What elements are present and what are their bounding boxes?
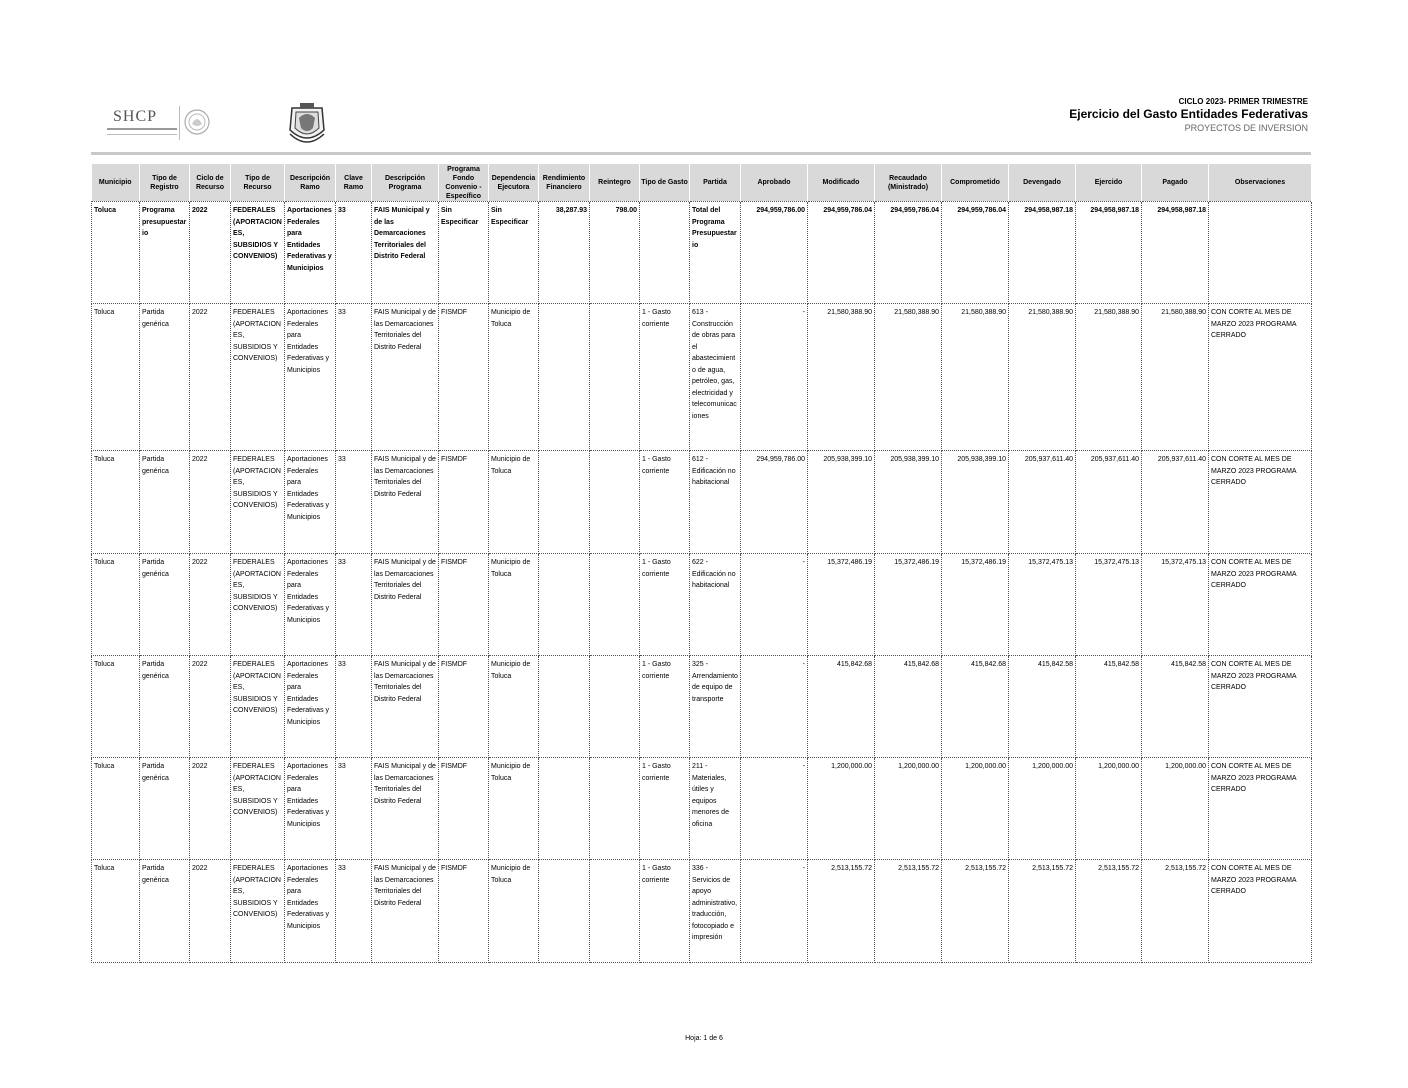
table-row xyxy=(92,451,1312,554)
table-cell: Toluca xyxy=(92,202,140,304)
column-header: Recaudado (Ministrado) xyxy=(875,164,942,202)
table-cell: Aportaciones Federales para Entidades Federativas y Municipios xyxy=(285,860,336,963)
table-cell: Toluca xyxy=(92,451,140,554)
column-header: Comprometido xyxy=(942,164,1009,202)
column-header: Descripción Programa xyxy=(372,164,439,202)
table-cell: FAIS Municipal y de las Demarcaciones Territoriales del Distrito Federal xyxy=(372,451,439,554)
table-cell: Municipio de Toluca xyxy=(489,554,539,656)
table-cell: Aportaciones Federales para Entidades Federativas y Municipios xyxy=(285,451,336,554)
table-cell: FAIS Municipal y de las Demarcaciones Territoriales del Distrito Federal xyxy=(372,758,439,860)
column-header: Programa Fondo Convenio - Específico xyxy=(439,164,489,202)
table-cell: 336 - Servicios de apoyo administrativo, traducción, fotocopiado e impresión xyxy=(690,860,741,963)
table-row xyxy=(92,656,1312,758)
table-cell: 622 - Edificación no habitacional xyxy=(690,554,741,656)
table-cell: 21,580,388.90 xyxy=(942,304,1009,451)
column-header: Reintegro xyxy=(590,164,640,202)
table-cell: 2022 xyxy=(190,758,231,860)
table-cell: 2022 xyxy=(190,202,231,304)
column-header: Clave Ramo xyxy=(336,164,372,202)
table-cell: 415,842.58 xyxy=(1142,656,1209,758)
table-cell: 38,287.93 xyxy=(539,202,590,304)
table-cell: 415,842.58 xyxy=(1076,656,1142,758)
table-cell: CON CORTE AL MES DE MARZO 2023 PROGRAMA CERRADO xyxy=(1209,451,1312,554)
table-cell: Toluca xyxy=(92,656,140,758)
table-cell: 798.00 xyxy=(590,202,640,304)
table-cell: CON CORTE AL MES DE MARZO 2023 PROGRAMA CERRADO xyxy=(1209,860,1312,963)
table-cell: CON CORTE AL MES DE MARZO 2023 PROGRAMA CERRADO xyxy=(1209,304,1312,451)
table-cell: 1 - Gasto corriente xyxy=(640,758,690,860)
table-cell: 2,513,155.72 xyxy=(808,860,875,963)
table-cell: FEDERALES (APORTACIONES, SUBSIDIOS Y CONVENIOS) xyxy=(231,451,285,554)
column-header: Tipo de Recurso xyxy=(231,164,285,202)
table-cell: Municipio de Toluca xyxy=(489,860,539,963)
table-cell xyxy=(1209,202,1312,304)
table-cell: 15,372,475.13 xyxy=(1142,554,1209,656)
column-header: Municipio xyxy=(92,164,140,202)
table-cell: 205,938,399.10 xyxy=(942,451,1009,554)
table-cell: 2022 xyxy=(190,656,231,758)
table-cell: 294,959,786.04 xyxy=(875,202,942,304)
table-cell: FAIS Municipal y de las Demarcaciones Territoriales del Distrito Federal xyxy=(372,202,439,304)
table-cell: Municipio de Toluca xyxy=(489,656,539,758)
program-total-row xyxy=(92,202,1312,304)
report-subtitle: PROYECTOS DE INVERSION xyxy=(1184,123,1308,133)
table-cell: 1 - Gasto corriente xyxy=(640,656,690,758)
table-cell: 211 - Materiales, útiles y equipos menores de oficina xyxy=(690,758,741,860)
table-cell: Municipio de Toluca xyxy=(489,758,539,860)
table-cell: FAIS Municipal y de las Demarcaciones Territoriales del Distrito Federal xyxy=(372,304,439,451)
table-cell: FAIS Municipal y de las Demarcaciones Territoriales del Distrito Federal xyxy=(372,860,439,963)
table-cell: 294,959,786.00 xyxy=(741,451,808,554)
table-cell: 2022 xyxy=(190,554,231,656)
table-cell: 2,513,155.72 xyxy=(1009,860,1076,963)
table-cell: Municipio de Toluca xyxy=(489,451,539,554)
table-cell: - xyxy=(741,554,808,656)
table-cell: 2022 xyxy=(190,304,231,451)
table-cell: FISMDF xyxy=(439,554,489,656)
table-cell: 15,372,475.13 xyxy=(1009,554,1076,656)
table-cell: Partida genérica xyxy=(140,304,190,451)
national-seal-icon xyxy=(183,106,211,138)
table-cell: 15,372,486.19 xyxy=(942,554,1009,656)
table-row xyxy=(92,860,1312,963)
table-cell: FEDERALES (APORTACIONES, SUBSIDIOS Y CONVENIOS) xyxy=(231,304,285,451)
table-cell: 15,372,486.19 xyxy=(808,554,875,656)
table-cell: Sin Especificar xyxy=(489,202,539,304)
table-cell: 612 - Edificación no habitacional xyxy=(690,451,741,554)
report-header xyxy=(1069,97,1308,134)
table-cell: 2022 xyxy=(190,860,231,963)
table-cell: FISMDF xyxy=(439,304,489,451)
table-cell: Toluca xyxy=(92,304,140,451)
table-cell xyxy=(590,304,640,451)
column-header: Ciclo de Recurso xyxy=(190,164,231,202)
table-cell: - xyxy=(741,656,808,758)
table-cell: CON CORTE AL MES DE MARZO 2023 PROGRAMA CERRADO xyxy=(1209,758,1312,860)
table-cell: 1,200,000.00 xyxy=(875,758,942,860)
table-cell xyxy=(590,758,640,860)
column-header: Tipo de Gasto xyxy=(640,164,690,202)
table-cell xyxy=(539,304,590,451)
table-cell: 415,842.68 xyxy=(875,656,942,758)
column-header: Observaciones xyxy=(1209,164,1312,202)
table-cell: 1 - Gasto corriente xyxy=(640,860,690,963)
table-cell: - xyxy=(741,860,808,963)
table-cell: Partida genérica xyxy=(140,860,190,963)
table-cell: FEDERALES (APORTACIONES, SUBSIDIOS Y CONVENIOS) xyxy=(231,202,285,304)
table-cell: FEDERALES (APORTACIONES, SUBSIDIOS Y CONVENIOS) xyxy=(231,860,285,963)
table-cell: 21,580,388.90 xyxy=(808,304,875,451)
table-cell: CON CORTE AL MES DE MARZO 2023 PROGRAMA CERRADO xyxy=(1209,554,1312,656)
table-cell: 21,580,388.90 xyxy=(875,304,942,451)
table-cell: 21,580,388.90 xyxy=(1076,304,1142,451)
table-cell xyxy=(539,758,590,860)
table-cell: FAIS Municipal y de las Demarcaciones Territoriales del Distrito Federal xyxy=(372,656,439,758)
table-cell: 33 xyxy=(336,860,372,963)
column-header: Partida xyxy=(690,164,741,202)
report-cycle: CICLO 2023- PRIMER TRIMESTRE xyxy=(1178,97,1308,106)
table-cell: 15,372,486.19 xyxy=(875,554,942,656)
table-cell xyxy=(539,860,590,963)
table-cell: Toluca xyxy=(92,758,140,860)
table-cell: FISMDF xyxy=(439,758,489,860)
table-cell: 325 - Arrendamiento de equipo de transporte xyxy=(690,656,741,758)
table-row xyxy=(92,758,1312,860)
shcp-logo xyxy=(103,104,215,142)
table-cell: 33 xyxy=(336,758,372,860)
column-header: Devengado xyxy=(1009,164,1076,202)
table-row xyxy=(92,304,1312,451)
table-cell: 33 xyxy=(336,304,372,451)
table-cell xyxy=(539,451,590,554)
table-cell: 33 xyxy=(336,554,372,656)
table-cell: FEDERALES (APORTACIONES, SUBSIDIOS Y CONVENIOS) xyxy=(231,758,285,860)
state-emblem-icon xyxy=(286,100,328,148)
table-cell: 1,200,000.00 xyxy=(1142,758,1209,860)
table-cell: 21,580,388.90 xyxy=(1142,304,1209,451)
column-header: Rendimiento Financiero xyxy=(539,164,590,202)
column-header: Dependencia Ejecutora xyxy=(489,164,539,202)
table-cell: 1,200,000.00 xyxy=(1009,758,1076,860)
table-cell: 1,200,000.00 xyxy=(1076,758,1142,860)
table-cell: 294,959,786.04 xyxy=(808,202,875,304)
table-cell: 2,513,155.72 xyxy=(942,860,1009,963)
table-cell: Municipio de Toluca xyxy=(489,304,539,451)
table-cell: Partida genérica xyxy=(140,451,190,554)
table-cell: 415,842.68 xyxy=(808,656,875,758)
table-cell: 205,937,611.40 xyxy=(1076,451,1142,554)
table-cell: 205,937,611.40 xyxy=(1142,451,1209,554)
table-cell: Toluca xyxy=(92,554,140,656)
table-cell xyxy=(590,554,640,656)
column-header: Modificado xyxy=(808,164,875,202)
table-cell: 294,958,987.18 xyxy=(1076,202,1142,304)
table-cell: FEDERALES (APORTACIONES, SUBSIDIOS Y CONVENIOS) xyxy=(231,554,285,656)
table-cell: 294,959,786.00 xyxy=(741,202,808,304)
table-cell: 2,513,155.72 xyxy=(1142,860,1209,963)
table-cell: Total del Programa Presupuestario xyxy=(690,202,741,304)
table-cell: 415,842.58 xyxy=(1009,656,1076,758)
table-cell: 294,958,987.18 xyxy=(1009,202,1076,304)
table-cell xyxy=(539,554,590,656)
column-header: Pagado xyxy=(1142,164,1209,202)
table-cell: Aportaciones Federales para Entidades Federativas y Municipios xyxy=(285,304,336,451)
table-cell xyxy=(590,451,640,554)
table-cell: 294,959,786.04 xyxy=(942,202,1009,304)
report-title: Ejercicio del Gasto Entidades Federativas xyxy=(1069,107,1308,121)
table-cell: Aportaciones Federales para Entidades Federativas y Municipios xyxy=(285,758,336,860)
table-cell: - xyxy=(741,304,808,451)
table-cell: - xyxy=(741,758,808,860)
table-cell: 2022 xyxy=(190,451,231,554)
table-cell: 1 - Gasto corriente xyxy=(640,304,690,451)
table-row xyxy=(92,554,1312,656)
table-cell: 613 - Construcción de obras para el abastecimiento de agua, petróleo, gas, electricidad y telecomunicaciones xyxy=(690,304,741,451)
page-counter: Hoja: 1 de 6 xyxy=(685,1035,723,1042)
shcp-wordmark: SHCP xyxy=(113,108,158,125)
table-cell: 294,958,987.18 xyxy=(1142,202,1209,304)
table-cell: 205,937,611.40 xyxy=(1009,451,1076,554)
table-cell: FISMDF xyxy=(439,860,489,963)
table-cell: Aportaciones Federales para Entidades Federativas y Municipios xyxy=(285,554,336,656)
table-cell: Sin Especificar xyxy=(439,202,489,304)
table-cell: FAIS Municipal y de las Demarcaciones Territoriales del Distrito Federal xyxy=(372,554,439,656)
table-cell: 415,842.68 xyxy=(942,656,1009,758)
column-header: Ejercido xyxy=(1076,164,1142,202)
table-cell xyxy=(590,860,640,963)
table-cell xyxy=(590,656,640,758)
table-cell: FISMDF xyxy=(439,656,489,758)
table-cell: Toluca xyxy=(92,860,140,963)
table-cell: 1 - Gasto corriente xyxy=(640,554,690,656)
table-cell: Partida genérica xyxy=(140,758,190,860)
column-header: Tipo de Registro xyxy=(140,164,190,202)
table-cell: 33 xyxy=(336,451,372,554)
table-cell: 2,513,155.72 xyxy=(1076,860,1142,963)
table-cell: 205,938,399.10 xyxy=(875,451,942,554)
table-cell: CON CORTE AL MES DE MARZO 2023 PROGRAMA CERRADO xyxy=(1209,656,1312,758)
table-cell: Aportaciones Federales para Entidades Federativas y Municipios xyxy=(285,656,336,758)
table-cell: 33 xyxy=(336,202,372,304)
table-cell: 1 - Gasto corriente xyxy=(640,451,690,554)
table-cell: 2,513,155.72 xyxy=(875,860,942,963)
table-cell: 1,200,000.00 xyxy=(808,758,875,860)
table-cell: 15,372,475.13 xyxy=(1076,554,1142,656)
table-cell: FISMDF xyxy=(439,451,489,554)
table-header-row xyxy=(92,164,1312,202)
expenditure-table xyxy=(91,164,1312,963)
column-header: Aprobado xyxy=(741,164,808,202)
table-cell: 33 xyxy=(336,656,372,758)
table-cell: Partida genérica xyxy=(140,656,190,758)
table-cell: 205,938,399.10 xyxy=(808,451,875,554)
table-cell: 21,580,388.90 xyxy=(1009,304,1076,451)
column-header: Descripción Ramo xyxy=(285,164,336,202)
table-cell: Partida genérica xyxy=(140,554,190,656)
table-cell xyxy=(640,202,690,304)
table-cell: Programa presupuestario xyxy=(140,202,190,304)
table-cell xyxy=(539,656,590,758)
header-divider xyxy=(91,152,1311,155)
table-cell: Aportaciones Federales para Entidades Federativas y Municipios xyxy=(285,202,336,304)
table-cell: FEDERALES (APORTACIONES, SUBSIDIOS Y CONVENIOS) xyxy=(231,656,285,758)
table-cell: 1,200,000.00 xyxy=(942,758,1009,860)
